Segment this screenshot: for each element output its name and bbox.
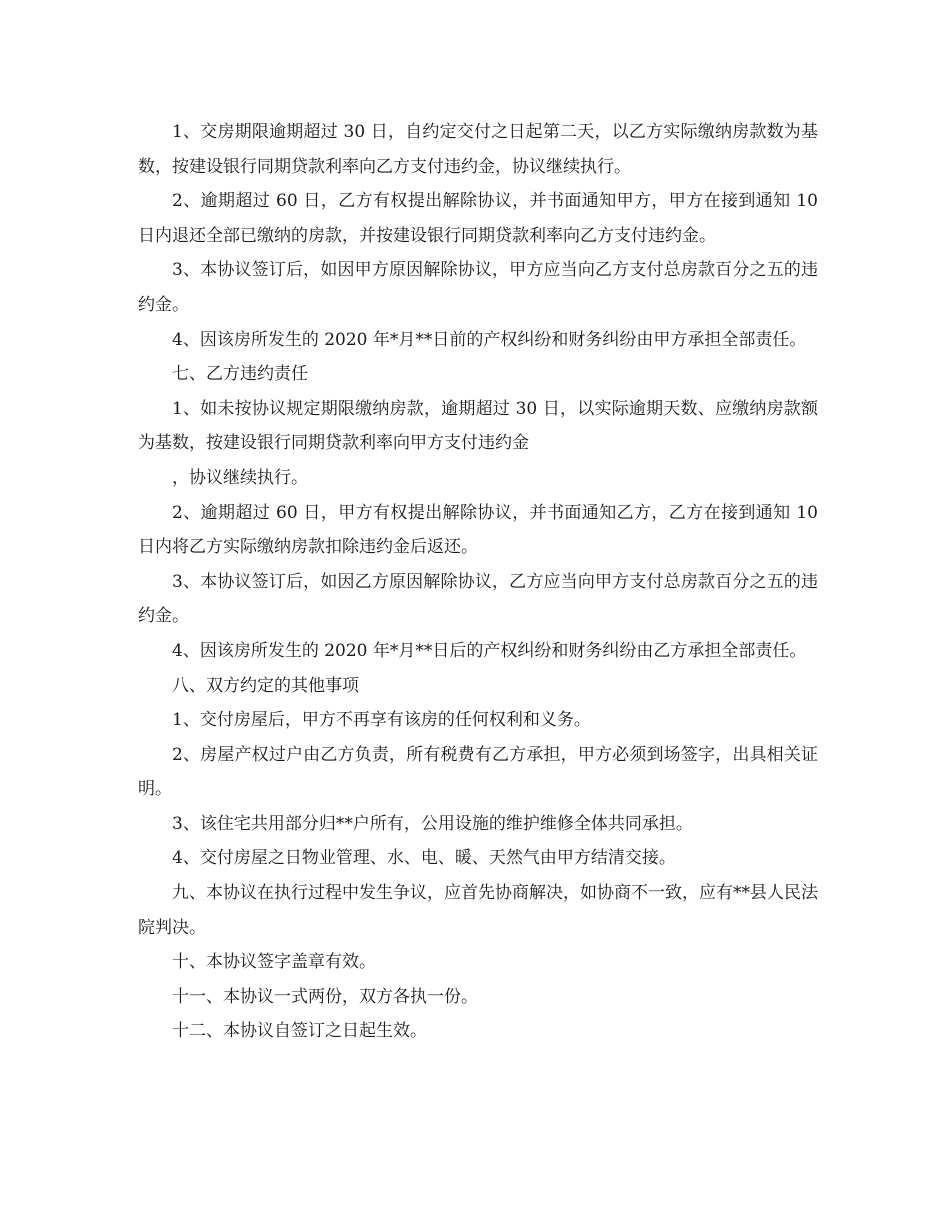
clause-8-1: 1、交付房屋后，甲方不再享有该房的任何权利和义务。: [172, 710, 591, 731]
clause-7-1-continued: ，协议继续执行。: [172, 467, 308, 488]
clause-7-2: 2、逾期超过 60 日，甲方有权提出解除协议，并书面通知乙方，乙方在接到通知 10 日内将乙方实际缴纳房款扣除违约金后返还。: [138, 502, 818, 558]
clause-6-4: 4、因该房所发生的 2020 年*月**日前的产权纠纷和财务纠纷由甲方承担全部责任。: [172, 329, 807, 350]
clause-8-3: 3、该住宅共用部分归**户所有，公用设施的维护维修全体共同承担。: [172, 813, 693, 834]
section-heading-7: 七、乙方违约责任: [172, 364, 308, 385]
clause-11: 十一、本协议一式两份，双方各执一份。: [172, 986, 478, 1007]
clause-12: 十二、本协议自签订之日起生效。: [172, 1021, 427, 1042]
clause-10: 十、本协议签字盖章有效。: [172, 952, 376, 973]
clause-7-3: 3、本协议签订后，如因乙方原因解除协议，乙方应当向甲方支付总房款百分之五的违约金。: [138, 571, 818, 627]
clause-9: 九、本协议在执行过程中发生争议，应首先协商解决，如协商不一致，应有**县人民法院判决。: [138, 883, 818, 938]
clause-7-4: 4、因该房所发生的 2020 年*月**日后的产权纠纷和财务纠纷由乙方承担全部责任。: [172, 640, 807, 661]
clause-6-3: 3、本协议签订后，如因甲方原因解除协议，甲方应当向乙方支付总房款百分之五的违约金。: [138, 260, 818, 315]
clause-6-1: 1、交房期限逾期超过 30 日，自约定交付之日起第二天，以乙方实际缴纳房款数为基数，按建设银行同期贷款利率向乙方支付违约金，协议继续执行。: [138, 122, 818, 177]
section-heading-8: 八、双方约定的其他事项: [172, 675, 359, 696]
clause-6-2: 2、逾期超过 60 日，乙方有权提出解除协议，并书面通知甲方，甲方在接到通知 10 日内退还全部已缴纳的房款，并按建设银行同期贷款利率向乙方支付违约金。: [138, 191, 818, 246]
clause-8-2: 2、房屋产权过户由乙方负责，所有税费有乙方承担，甲方必须到场签字，出具相关证明。: [138, 744, 818, 800]
clause-8-4: 4、交付房屋之日物业管理、水、电、暖、天然气由甲方结清交接。: [172, 848, 676, 869]
document-body: [138, 115, 818, 1049]
clause-7-1: 1、如未按协议规定期限缴纳房款，逾期超过 30 日，以实际逾期天数、应缴纳房款额为基数，按建设银行同期贷款利率向甲方支付违约金: [138, 398, 818, 454]
